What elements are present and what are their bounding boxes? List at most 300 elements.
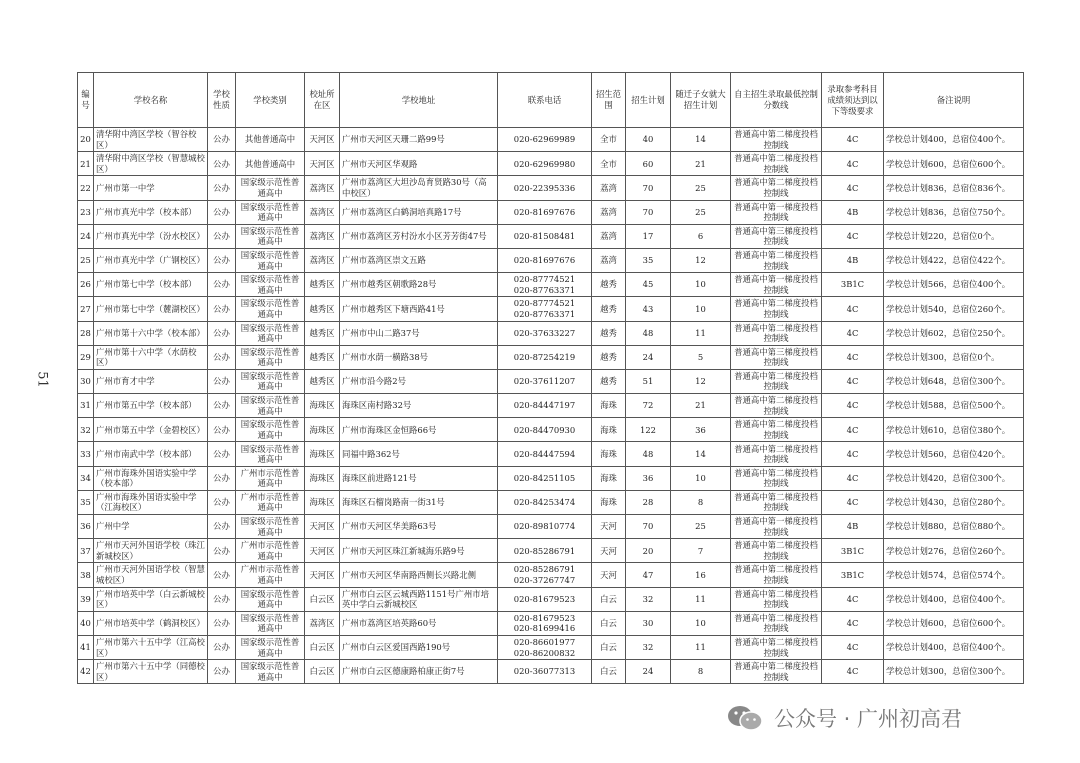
cell-sub-plan: 8 (671, 660, 731, 684)
cell-nature: 公办 (208, 224, 236, 248)
cell-grade-req: 4C (822, 635, 884, 659)
table-row (78, 466, 1024, 490)
cell-no: 40 (78, 611, 94, 635)
cell-no: 37 (78, 539, 94, 563)
cell-plan: 24 (626, 345, 671, 369)
cell-grade-req: 4C (822, 394, 884, 418)
cell-nature: 公办 (208, 321, 236, 345)
cell-no: 32 (78, 418, 94, 442)
cell-range: 越秀 (592, 297, 626, 321)
cell-phone: 020-37611207 (498, 369, 592, 393)
cell-phone: 020-81697676 (498, 248, 592, 272)
cell-school-name: 广州市真光中学（汾水校区） (94, 224, 208, 248)
cell-sub-plan: 25 (671, 200, 731, 224)
cell-grade-req: 4C (822, 418, 884, 442)
cell-plan: 20 (626, 539, 671, 563)
cell-district: 越秀区 (305, 321, 340, 345)
cell-school-name: 广州市第一中学 (94, 176, 208, 200)
cell-district: 越秀区 (305, 345, 340, 369)
header-address: 学校地址 (340, 73, 498, 128)
cell-plan: 40 (626, 128, 671, 152)
cell-min-score: 普通高中第二梯度投档控制线 (731, 394, 822, 418)
cell-range: 荔湾 (592, 224, 626, 248)
cell-range: 荔湾 (592, 176, 626, 200)
cell-address: 海珠区石榴岗路南一街31号 (340, 490, 498, 514)
cell-school-name: 广州市天河外国语学校（珠江新城校区） (94, 539, 208, 563)
cell-address: 广州市白云区云城西路1151号广州市培英中学白云新城校区 (340, 587, 498, 611)
table-row (78, 345, 1024, 369)
table-row (78, 442, 1024, 466)
cell-sub-plan: 25 (671, 515, 731, 539)
cell-sub-plan: 14 (671, 442, 731, 466)
cell-sub-plan: 8 (671, 490, 731, 514)
cell-phone: 020-85286791 (498, 539, 592, 563)
cell-school-name: 广州市南武中学（校本部） (94, 442, 208, 466)
cell-min-score: 普通高中第二梯度投档控制线 (731, 152, 822, 176)
cell-grade-req: 3B1C (822, 539, 884, 563)
cell-min-score: 普通高中第二梯度投档控制线 (731, 635, 822, 659)
cell-nature: 公办 (208, 563, 236, 587)
header-category: 学校类别 (236, 73, 305, 128)
cell-phone: 020-37633227 (498, 321, 592, 345)
wechat-icon (726, 704, 764, 732)
cell-note: 学校总计划400，总宿位400个。 (884, 128, 1024, 152)
cell-nature: 公办 (208, 660, 236, 684)
cell-nature: 公办 (208, 345, 236, 369)
cell-nature: 公办 (208, 611, 236, 635)
cell-range: 海珠 (592, 490, 626, 514)
cell-category: 国家级示范性普通高中 (236, 321, 305, 345)
table-row (78, 490, 1024, 514)
cell-sub-plan: 10 (671, 611, 731, 635)
watermark-text: 公众号 · 广州初高君 (774, 707, 963, 731)
cell-phone: 020-22395336 (498, 176, 592, 200)
cell-sub-plan: 11 (671, 587, 731, 611)
table-header-row (78, 73, 1024, 128)
cell-district: 越秀区 (305, 297, 340, 321)
cell-school-name: 广州市培英中学（白云新城校区） (94, 587, 208, 611)
cell-grade-req: 4C (822, 587, 884, 611)
cell-district: 荔湾区 (305, 200, 340, 224)
header-district: 校址所在区 (305, 73, 340, 128)
cell-district: 天河区 (305, 152, 340, 176)
cell-grade-req: 4C (822, 297, 884, 321)
cell-sub-plan: 11 (671, 321, 731, 345)
cell-category: 国家级示范性普通高中 (236, 587, 305, 611)
cell-no: 27 (78, 297, 94, 321)
cell-no: 23 (78, 200, 94, 224)
cell-district: 海珠区 (305, 418, 340, 442)
cell-nature: 公办 (208, 394, 236, 418)
cell-plan: 17 (626, 224, 671, 248)
cell-min-score: 普通高中第二梯度投档控制线 (731, 128, 822, 152)
page-number: 51 (34, 371, 50, 388)
cell-no: 29 (78, 345, 94, 369)
header-plan: 招生计划 (626, 73, 671, 128)
cell-nature: 公办 (208, 176, 236, 200)
cell-grade-req: 4C (822, 369, 884, 393)
cell-plan: 60 (626, 152, 671, 176)
table-row (78, 248, 1024, 272)
cell-plan: 70 (626, 176, 671, 200)
cell-note: 学校总计划836，总宿位750个。 (884, 200, 1024, 224)
cell-address: 广州市荔湾区培英路60号 (340, 611, 498, 635)
cell-range: 海珠 (592, 442, 626, 466)
cell-address: 广州市荔湾区芳村汾水小区芳芳街47号 (340, 224, 498, 248)
cell-school-name: 广州市第十六中学（校本部） (94, 321, 208, 345)
cell-district: 荔湾区 (305, 248, 340, 272)
cell-address: 广州市天河区天珊二路99号 (340, 128, 498, 152)
cell-range: 天河 (592, 539, 626, 563)
cell-district: 白云区 (305, 635, 340, 659)
cell-address: 广州市白云区德康路柏康正街7号 (340, 660, 498, 684)
cell-note: 学校总计划600，总宿位600个。 (884, 611, 1024, 635)
cell-address: 广州市水荫一横路38号 (340, 345, 498, 369)
cell-nature: 公办 (208, 539, 236, 563)
cell-min-score: 普通高中第二梯度投档控制线 (731, 563, 822, 587)
cell-sub-plan: 12 (671, 248, 731, 272)
cell-min-score: 普通高中第二梯度投档控制线 (731, 418, 822, 442)
cell-range: 海珠 (592, 466, 626, 490)
cell-range: 荔湾 (592, 200, 626, 224)
header-grade-req: 录取参考科目成绩须达到以下等级要求 (822, 73, 884, 128)
cell-no: 35 (78, 490, 94, 514)
cell-grade-req: 4C (822, 442, 884, 466)
cell-min-score: 普通高中第二梯度投档控制线 (731, 176, 822, 200)
admissions-table-wrapper (77, 72, 1024, 684)
cell-phone: 020-87774521 020-87763371 (498, 297, 592, 321)
watermark (726, 703, 962, 733)
cell-no: 38 (78, 563, 94, 587)
cell-school-name: 广州市真光中学（校本部） (94, 200, 208, 224)
cell-plan: 28 (626, 490, 671, 514)
cell-address: 海珠区前进路121号 (340, 466, 498, 490)
cell-school-name: 广州市第七中学（麓湖校区） (94, 297, 208, 321)
cell-nature: 公办 (208, 273, 236, 297)
cell-category: 广州市示范性普通高中 (236, 490, 305, 514)
cell-category: 国家级示范性普通高中 (236, 635, 305, 659)
cell-category: 国家级示范性普通高中 (236, 611, 305, 635)
cell-category: 国家级示范性普通高中 (236, 200, 305, 224)
cell-plan: 32 (626, 635, 671, 659)
cell-grade-req: 4C (822, 611, 884, 635)
table-row (78, 369, 1024, 393)
cell-range: 越秀 (592, 345, 626, 369)
cell-address: 广州市中山二路37号 (340, 321, 498, 345)
cell-sub-plan: 36 (671, 418, 731, 442)
cell-school-name: 广州市真光中学（广钢校区） (94, 248, 208, 272)
cell-grade-req: 4C (822, 152, 884, 176)
cell-grade-req: 4C (822, 490, 884, 514)
cell-school-name: 广州市第五中学（金碧校区） (94, 418, 208, 442)
cell-plan: 48 (626, 442, 671, 466)
cell-sub-plan: 10 (671, 466, 731, 490)
cell-category: 国家级示范性普通高中 (236, 369, 305, 393)
cell-category: 国家级示范性普通高中 (236, 176, 305, 200)
cell-plan: 36 (626, 466, 671, 490)
cell-range: 越秀 (592, 273, 626, 297)
cell-range: 全市 (592, 152, 626, 176)
cell-min-score: 普通高中第二梯度投档控制线 (731, 611, 822, 635)
cell-district: 荔湾区 (305, 224, 340, 248)
table-row (78, 224, 1024, 248)
cell-phone: 020-84470930 (498, 418, 592, 442)
cell-min-score: 普通高中第二梯度投档控制线 (731, 660, 822, 684)
cell-nature: 公办 (208, 466, 236, 490)
cell-plan: 35 (626, 248, 671, 272)
admissions-table (77, 72, 1024, 684)
cell-district: 白云区 (305, 660, 340, 684)
cell-category: 国家级示范性普通高中 (236, 345, 305, 369)
cell-phone: 020-87254219 (498, 345, 592, 369)
cell-phone: 020-85286791 020-37267747 (498, 563, 592, 587)
cell-min-score: 普通高中第三梯度投档控制线 (731, 345, 822, 369)
table-row (78, 539, 1024, 563)
cell-range: 白云 (592, 611, 626, 635)
cell-note: 学校总计划300，总宿位0个。 (884, 345, 1024, 369)
cell-category: 其他普通高中 (236, 128, 305, 152)
cell-no: 42 (78, 660, 94, 684)
cell-note: 学校总计划566，总宿位400个。 (884, 273, 1024, 297)
cell-no: 34 (78, 466, 94, 490)
cell-min-score: 普通高中第二梯度投档控制线 (731, 490, 822, 514)
cell-school-name: 广州市第六十五中学（同德校区） (94, 660, 208, 684)
cell-nature: 公办 (208, 248, 236, 272)
cell-sub-plan: 14 (671, 128, 731, 152)
cell-category: 国家级示范性普通高中 (236, 224, 305, 248)
cell-grade-req: 4C (822, 660, 884, 684)
cell-min-score: 普通高中第二梯度投档控制线 (731, 466, 822, 490)
cell-note: 学校总计划560，总宿位420个。 (884, 442, 1024, 466)
cell-plan: 122 (626, 418, 671, 442)
cell-note: 学校总计划540，总宿位260个。 (884, 297, 1024, 321)
cell-category: 国家级示范性普通高中 (236, 273, 305, 297)
cell-sub-plan: 10 (671, 273, 731, 297)
cell-min-score: 普通高中第二梯度投档控制线 (731, 321, 822, 345)
cell-phone: 020-84447594 (498, 442, 592, 466)
cell-school-name: 广州市海珠外国语实验中学（校本部） (94, 466, 208, 490)
cell-nature: 公办 (208, 369, 236, 393)
table-row (78, 563, 1024, 587)
cell-category: 国家级示范性普通高中 (236, 394, 305, 418)
cell-school-name: 广州市培英中学（鹤洞校区） (94, 611, 208, 635)
cell-grade-req: 4B (822, 248, 884, 272)
cell-district: 荔湾区 (305, 611, 340, 635)
cell-district: 天河区 (305, 515, 340, 539)
cell-note: 学校总计划400，总宿位400个。 (884, 635, 1024, 659)
cell-min-score: 普通高中第一梯度投档控制线 (731, 515, 822, 539)
cell-category: 国家级示范性普通高中 (236, 660, 305, 684)
cell-grade-req: 4C (822, 128, 884, 152)
cell-no: 25 (78, 248, 94, 272)
cell-phone: 020-84253474 (498, 490, 592, 514)
cell-nature: 公办 (208, 418, 236, 442)
cell-district: 天河区 (305, 128, 340, 152)
cell-category: 广州市示范性普通高中 (236, 563, 305, 587)
cell-phone: 020-81679523 (498, 587, 592, 611)
cell-nature: 公办 (208, 635, 236, 659)
cell-no: 28 (78, 321, 94, 345)
cell-sub-plan: 10 (671, 297, 731, 321)
cell-min-score: 普通高中第二梯度投档控制线 (731, 587, 822, 611)
cell-grade-req: 4C (822, 176, 884, 200)
cell-plan: 70 (626, 515, 671, 539)
cell-note: 学校总计划420，总宿位300个。 (884, 466, 1024, 490)
cell-category: 国家级示范性普通高中 (236, 442, 305, 466)
cell-note: 学校总计划422，总宿位422个。 (884, 248, 1024, 272)
cell-plan: 45 (626, 273, 671, 297)
cell-category: 广州市示范性普通高中 (236, 466, 305, 490)
cell-phone: 020-84447197 (498, 394, 592, 418)
cell-note: 学校总计划400，总宿位400个。 (884, 587, 1024, 611)
cell-district: 越秀区 (305, 273, 340, 297)
cell-phone: 020-62969980 (498, 152, 592, 176)
cell-phone: 020-81697676 (498, 200, 592, 224)
cell-note: 学校总计划880，总宿位880个。 (884, 515, 1024, 539)
cell-note: 学校总计划648，总宿位300个。 (884, 369, 1024, 393)
cell-address: 广州市天河区华观路 (340, 152, 498, 176)
cell-school-name: 清华附中湾区学校（智谷校区） (94, 128, 208, 152)
cell-min-score: 普通高中第二梯度投档控制线 (731, 442, 822, 466)
cell-phone: 020-86601977 020-86200832 (498, 635, 592, 659)
cell-school-name: 广州市第五中学（校本部） (94, 394, 208, 418)
cell-plan: 24 (626, 660, 671, 684)
cell-range: 白云 (592, 587, 626, 611)
cell-district: 海珠区 (305, 394, 340, 418)
cell-no: 24 (78, 224, 94, 248)
cell-grade-req: 3B1C (822, 563, 884, 587)
cell-min-score: 普通高中第一梯度投档控制线 (731, 273, 822, 297)
cell-district: 天河区 (305, 539, 340, 563)
cell-range: 白云 (592, 635, 626, 659)
cell-address: 广州市天河区珠江新城海乐路9号 (340, 539, 498, 563)
cell-range: 越秀 (592, 321, 626, 345)
cell-range: 海珠 (592, 418, 626, 442)
cell-range: 荔湾 (592, 248, 626, 272)
cell-address: 广州市荔湾区大坦沙岛育贤路30号（高中校区） (340, 176, 498, 200)
table-row (78, 128, 1024, 152)
cell-sub-plan: 12 (671, 369, 731, 393)
header-note: 备注说明 (884, 73, 1024, 128)
cell-school-name: 广州市第六十五中学（江高校区） (94, 635, 208, 659)
cell-address: 广州市荔湾区白鹤洞培真路17号 (340, 200, 498, 224)
cell-school-name: 广州市第十六中学（水荫校区） (94, 345, 208, 369)
cell-address: 广州市白云区爱国西路190号 (340, 635, 498, 659)
cell-sub-plan: 16 (671, 563, 731, 587)
table-row (78, 635, 1024, 659)
cell-grade-req: 4C (822, 224, 884, 248)
cell-sub-plan: 11 (671, 635, 731, 659)
cell-plan: 30 (626, 611, 671, 635)
cell-phone: 020-81679523 020-81699416 (498, 611, 592, 635)
cell-sub-plan: 7 (671, 539, 731, 563)
cell-range: 白云 (592, 660, 626, 684)
cell-address: 广州市荔湾区崇文五路 (340, 248, 498, 272)
cell-range: 天河 (592, 515, 626, 539)
cell-nature: 公办 (208, 297, 236, 321)
cell-grade-req: 3B1C (822, 273, 884, 297)
table-row (78, 152, 1024, 176)
table-row (78, 611, 1024, 635)
cell-no: 36 (78, 515, 94, 539)
table-row (78, 200, 1024, 224)
cell-range: 全市 (592, 128, 626, 152)
cell-sub-plan: 25 (671, 176, 731, 200)
cell-nature: 公办 (208, 152, 236, 176)
cell-category: 国家级示范性普通高中 (236, 418, 305, 442)
cell-district: 海珠区 (305, 442, 340, 466)
cell-school-name: 广州市第七中学（校本部） (94, 273, 208, 297)
cell-min-score: 普通高中第一梯度投档控制线 (731, 200, 822, 224)
cell-note: 学校总计划600，总宿位600个。 (884, 152, 1024, 176)
cell-note: 学校总计划574，总宿位574个。 (884, 563, 1024, 587)
table-row (78, 297, 1024, 321)
cell-note: 学校总计划836，总宿位836个。 (884, 176, 1024, 200)
cell-min-score: 普通高中第二梯度投档控制线 (731, 248, 822, 272)
cell-category: 其他普通高中 (236, 152, 305, 176)
cell-address: 广州市天河区华南路西侧长兴路北侧 (340, 563, 498, 587)
cell-min-score: 普通高中第二梯度投档控制线 (731, 539, 822, 563)
cell-grade-req: 4C (822, 345, 884, 369)
cell-school-name: 广州市海珠外国语实验中学（江海校区） (94, 490, 208, 514)
cell-sub-plan: 6 (671, 224, 731, 248)
cell-address: 同福中路362号 (340, 442, 498, 466)
cell-plan: 48 (626, 321, 671, 345)
header-school-name: 学校名称 (94, 73, 208, 128)
cell-address: 海珠区南村路32号 (340, 394, 498, 418)
cell-school-name: 广州中学 (94, 515, 208, 539)
cell-phone: 020-81508481 (498, 224, 592, 248)
cell-min-score: 普通高中第三梯度投档控制线 (731, 224, 822, 248)
cell-address: 广州市越秀区下塘西路41号 (340, 297, 498, 321)
cell-phone: 020-62969989 (498, 128, 592, 152)
cell-category: 广州市示范性普通高中 (236, 539, 305, 563)
cell-min-score: 普通高中第二梯度投档控制线 (731, 297, 822, 321)
header-range: 招生范围 (592, 73, 626, 128)
cell-school-name: 广州市天河外国语学校（智慧城校区） (94, 563, 208, 587)
cell-category: 国家级示范性普通高中 (236, 515, 305, 539)
cell-note: 学校总计划602，总宿位250个。 (884, 321, 1024, 345)
cell-no: 33 (78, 442, 94, 466)
cell-phone: 020-89810774 (498, 515, 592, 539)
header-phone: 联系电话 (498, 73, 592, 128)
cell-district: 越秀区 (305, 369, 340, 393)
cell-phone: 020-36077313 (498, 660, 592, 684)
cell-address: 广州市越秀区朝歌路28号 (340, 273, 498, 297)
cell-no: 30 (78, 369, 94, 393)
cell-sub-plan: 21 (671, 394, 731, 418)
table-row (78, 418, 1024, 442)
table-row (78, 321, 1024, 345)
cell-note: 学校总计划220，总宿位0个。 (884, 224, 1024, 248)
cell-range: 越秀 (592, 369, 626, 393)
cell-nature: 公办 (208, 128, 236, 152)
cell-grade-req: 4C (822, 466, 884, 490)
header-nature: 学校性质 (208, 73, 236, 128)
cell-phone: 020-84251105 (498, 466, 592, 490)
header-min-score: 自主招生录取最低控制分数线 (731, 73, 822, 128)
cell-note: 学校总计划588，总宿位500个。 (884, 394, 1024, 418)
cell-district: 白云区 (305, 587, 340, 611)
header-no: 编号 (78, 73, 94, 128)
cell-nature: 公办 (208, 587, 236, 611)
cell-grade-req: 4B (822, 200, 884, 224)
cell-phone: 020-87774521 020-87763371 (498, 273, 592, 297)
cell-no: 22 (78, 176, 94, 200)
cell-nature: 公办 (208, 515, 236, 539)
cell-category: 国家级示范性普通高中 (236, 297, 305, 321)
table-row (78, 394, 1024, 418)
